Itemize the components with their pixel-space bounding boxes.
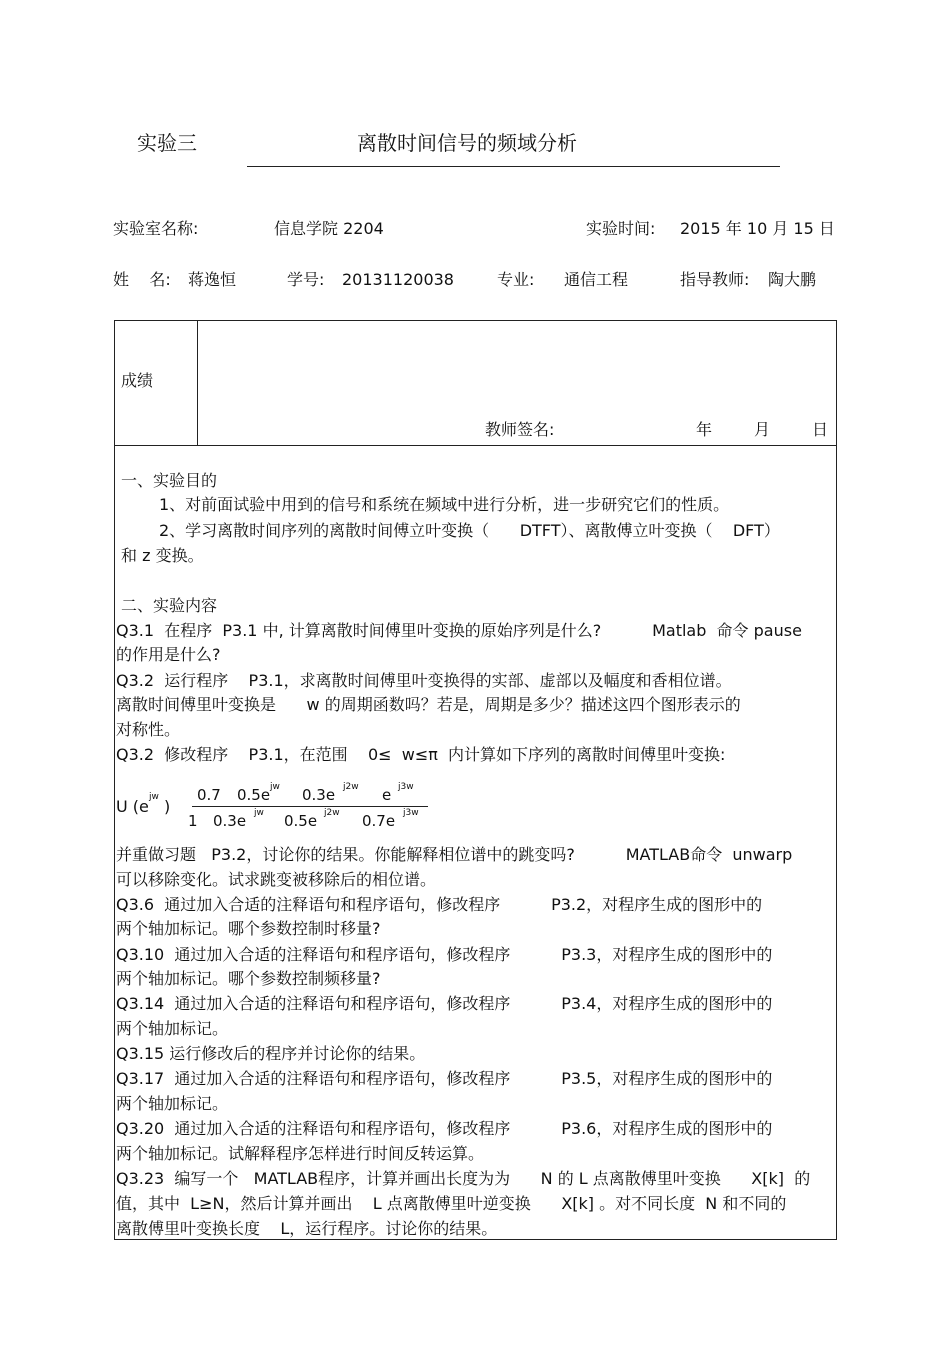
section-1-title: 一、实验目的 [121, 471, 218, 490]
fraction-bar [192, 806, 428, 807]
denominator-term-4: 0.7e [362, 812, 396, 830]
numerator-term-3: 0.3e [302, 786, 336, 804]
section-1-item-2-cont: 和 z 变换。 [121, 546, 204, 565]
lab-value: 信息学院 2204 [274, 219, 384, 238]
formula-lhs: U (e [116, 797, 149, 816]
denominator-term-3: 0.5e [284, 812, 318, 830]
q3-10-line-2: 两个轴加标记。哪个参数控制频移量? [116, 969, 381, 988]
denominator-term-2-exp: jw [254, 808, 264, 818]
name-value: 蒋逸恒 [188, 270, 237, 289]
page-title: 离散时间信号的频域分析 [357, 131, 577, 155]
q3-17-line-1: Q3.17 通过加入合适的注释语句和程序语句，修改程序 P3.5，对程序生成的图形中的 [116, 1069, 773, 1088]
section-1-item-1: 1、对前面试验中用到的信号和系统在频域中进行分析，进一步研究它们的性质。 [159, 495, 730, 514]
formula-lhs-exp: jw [149, 792, 159, 802]
teacher-value: 陶大鹏 [768, 270, 817, 289]
q3-20-line-1: Q3.20 通过加入合适的注释语句和程序语句，修改程序 P3.6，对程序生成的图形中的 [116, 1119, 773, 1138]
signature-day: 日 [812, 420, 829, 439]
signature-month: 月 [754, 420, 771, 439]
q3-20-line-2: 两个轴加标记。试解释程序怎样进行时间反转运算。 [116, 1144, 485, 1163]
student-id-value: 20131120038 [342, 270, 454, 289]
signature-year: 年 [696, 420, 713, 439]
time-value: 2015 年 10 月 15 日 [680, 219, 835, 238]
experiment-number: 实验三 [137, 131, 197, 155]
denominator-term-2: 0.3e [213, 812, 247, 830]
denominator-term-1: 1 [188, 812, 198, 830]
q3-14-line-2: 两个轴加标记。 [116, 1019, 229, 1038]
signature-label: 教师签名: [485, 420, 555, 439]
numerator-term-4-exp: j3w [398, 782, 414, 792]
denominator-term-3-exp: j2w [324, 808, 340, 818]
q3-6-line-1: Q3.6 通过加入合适的注释语句和程序语句，修改程序 P3.2，对程序生成的图形中的 [116, 895, 763, 914]
section-1-item-2: 2、学习离散时间序列的离散时间傅立叶变换（ DTFT）、离散傅立叶变换（ DFT） [159, 521, 780, 540]
q3-14-line-1: Q3.14 通过加入合适的注释语句和程序语句，修改程序 P3.4，对程序生成的图形中的 [116, 994, 773, 1013]
teacher-label: 指导教师: [680, 270, 750, 289]
numerator-term-1: 0.7 [197, 786, 221, 804]
q3-23-line-2: 值，其中 L≥N，然后计算并画出 L 点离散傅里叶逆变换 X[k] 。对不同长度 N 和不同的 [116, 1194, 787, 1213]
q3-10-line-1: Q3.10 通过加入合适的注释语句和程序语句，修改程序 P3.3，对程序生成的图形中的 [116, 945, 773, 964]
student-id-label: 学号: [287, 270, 325, 289]
numerator-term-2-exp: jw [270, 782, 280, 792]
q3-15-line: Q3.15 运行修改后的程序并讨论你的结果。 [116, 1044, 426, 1063]
q3-2-line-2: 离散时间傅里叶变换是 w 的周期函数吗？若是，周期是多少？描述这四个图形表示的 [116, 695, 741, 714]
major-label: 专业: [497, 270, 535, 289]
q3-1-line-1: Q3.1 在程序 P3.1 中, 计算离散时间傅里叶变换的原始序列是什么? Matlab 命令 pause [116, 621, 802, 640]
lab-label: 实验室名称: [113, 219, 199, 238]
q3-23-line-3: 离散傅里叶变换长度 L，运行程序。讨论你的结果。 [116, 1219, 498, 1238]
title-underline [247, 166, 780, 167]
q3-2b-line-2: 并重做习题 P3.2，讨论你的结果。你能解释相位谱中的跳变吗? MATLAB命令 unwarp [116, 845, 793, 864]
name-label: 姓 名: [113, 270, 171, 289]
numerator-term-3-exp: j2w [343, 782, 359, 792]
grade-row-divider [114, 445, 837, 446]
q3-2-line-1: Q3.2 运行程序 P3.1，求离散时间傅里叶变换得的实部、虚部以及幅度和香相位谱。 [116, 671, 732, 690]
major-value: 通信工程 [564, 270, 629, 289]
q3-1-line-2: 的作用是什么? [116, 645, 221, 664]
formula-lhs-close: ) [164, 797, 171, 816]
numerator-term-2: 0.5e [237, 786, 271, 804]
section-2-title: 二、实验内容 [121, 596, 218, 615]
q3-2b-line-3: 可以移除变化。试求跳变被移除后的相位谱。 [116, 870, 437, 889]
time-label: 实验时间: [586, 219, 656, 238]
numerator-term-4: e [382, 786, 392, 804]
grade-column-divider [197, 320, 198, 445]
q3-2b-line-1: Q3.2 修改程序 P3.1，在范围 0≤ w≤π 内计算如下序列的离散时间傅里叶变换: [116, 745, 726, 764]
q3-6-line-2: 两个轴加标记。哪个参数控制时移量? [116, 919, 381, 938]
q3-17-line-2: 两个轴加标记。 [116, 1094, 229, 1113]
q3-2-line-3: 对称性。 [116, 720, 181, 739]
denominator-term-4-exp: j3w [403, 808, 419, 818]
q3-23-line-1: Q3.23 编写一个 MATLAB程序，计算并画出长度为为 N 的 L 点离散傅里叶变换 X[k] 的 [116, 1169, 811, 1188]
grade-label: 成绩 [121, 371, 154, 390]
